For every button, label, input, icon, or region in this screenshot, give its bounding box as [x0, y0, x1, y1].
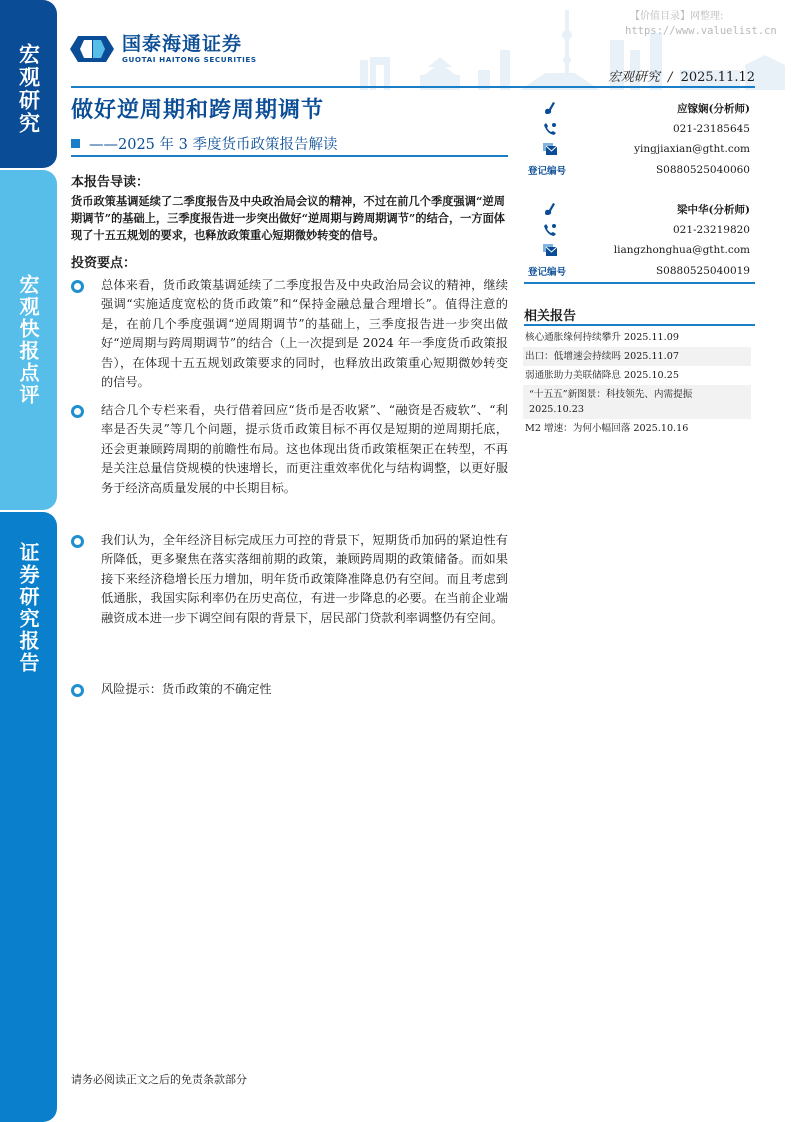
watermark-line-1: 【价值目录】网整理: [630, 11, 724, 22]
logo-english-name: GUOTAI HAITONG SECURITIES [122, 55, 257, 64]
header-divider [71, 86, 755, 88]
side-tab-label: 宏观研究 [16, 43, 41, 135]
analyst-card-1 [528, 98, 750, 180]
key-point-2 [71, 401, 508, 498]
analyst-divider [524, 282, 755, 284]
side-tab-securities-report [0, 512, 57, 1122]
subtitle-text: ——2025 年 3 季度货币政策报告解读 [89, 137, 338, 153]
intro-text: 货币政策基调延续了二季度报告及中央政治局会议的精神，不过在前几个季度强调“逆周期调节”的基础上，三季度报告进一步突出做好“逆周期与跨周期调节”的结合，一方面体现了十五五规划的要求，也释放政策重心短期微妙转变的信号。 [71, 194, 505, 242]
circle-bullet-icon [71, 280, 84, 293]
related-divider [524, 324, 755, 326]
phone-icon [540, 223, 560, 237]
key-point-3 [71, 531, 508, 628]
key-point-risk [71, 680, 508, 699]
title-divider [71, 155, 508, 157]
email-icon [540, 244, 560, 256]
analyst-pen-icon [540, 101, 560, 115]
analyst-pen-icon [540, 202, 560, 216]
header-separator: / [668, 70, 673, 85]
email-icon [540, 143, 560, 155]
key-points-heading: 投资要点： [71, 256, 137, 271]
circle-bullet-icon [71, 405, 84, 418]
related-report-item[interactable]: “十五五”新图景：科技领先、内需提振 2025.10.23 [523, 385, 751, 419]
registration-number: S0880525040019 [655, 264, 750, 277]
analyst-name: 应镓娴(分析师) [677, 102, 750, 115]
key-point-text: 结合几个专栏来看，央行借着回应“货币是否收紧”、“融资是否疲软”、“利率是否失灵”等几个问题，提示货币政策目标不再仅是短期的逆周期托底，还会更兼顾跨周期的前瞻性布局。这也体现出货币政策框架正在转型，不再是关注总量信贷规模的快速增长，而更注重效率优化与结构调整，以更好服务于经济高质量发展的中长期目标。 [101, 403, 508, 495]
phone-icon [540, 122, 560, 136]
registration-label: 登记编号 [528, 266, 567, 278]
related-reports-list [523, 328, 751, 438]
logo-mark-icon [70, 34, 114, 64]
header-category-date [608, 66, 755, 85]
analyst-name: 梁中华(分析师) [677, 203, 750, 216]
related-reports-heading: 相关报告 [524, 309, 577, 324]
header-date: 2025.11.12 [680, 70, 755, 85]
watermark-line-2: https://www.valuelist.cn [625, 25, 777, 37]
watermark [625, 10, 777, 38]
side-tab-label: 证券研究报告 [16, 542, 40, 674]
circle-bullet-icon [71, 535, 84, 548]
logo-chinese-name: 国泰海通证券 [122, 33, 243, 55]
circle-bullet-icon [71, 684, 84, 697]
registration-number: S0880525040060 [655, 163, 750, 176]
key-point-1 [71, 276, 508, 392]
key-point-text: 风险提示：货币政策的不确定性 [101, 682, 272, 696]
registration-label: 登记编号 [528, 165, 567, 177]
analyst-card-2 [528, 199, 750, 281]
analyst-email[interactable]: yingjiaxian@gtht.com [634, 143, 750, 156]
report-title: 做好逆周期和跨周期调节 [71, 97, 325, 123]
square-bullet-icon [71, 139, 80, 148]
analyst-email[interactable]: liangzhonghua@gtht.com [613, 244, 750, 257]
side-tab-macro-quick-review [0, 170, 57, 510]
related-report-item[interactable]: 出口：低增速会持续吗 2025.11.07 [523, 347, 751, 366]
related-report-item[interactable]: 核心通胀缘何持续攀升 2025.11.09 [525, 332, 679, 343]
disclaimer-note: 请务必阅读正文之后的免责条款部分 [71, 1073, 247, 1086]
side-tab-macro-research [0, 0, 57, 168]
header-category: 宏观研究 [607, 70, 660, 85]
key-point-text: 我们认为，全年经济目标完成压力可控的背景下，短期货币加码的紧迫性有所降低，更多聚焦在落实落细前期的政策，兼顾跨周期的政策储备。而如果接下来经济稳增长压力增加，明年货币政策降准降息仍有空间。而且考虑到低通胀，我国实际利率仍在历史高位，有进一步降息的必要。在当前企业端融资成本进一步下调空间有限的背景下，居民部门贷款利率调整仍有空间。 [101, 533, 508, 625]
related-report-item[interactable]: M2 增速：为何小幅回落 2025.10.16 [525, 423, 689, 434]
key-point-text: 总体来看，货币政策基调延续了二季度报告及中央政治局会议的精神，继续强调“实施适度宽松的货币政策”和“保持金融总量合理增长”。值得注意的是，在前几个季度强调“逆周期调节”的基础上，三季度报告进一步突出做好“逆周期与跨周期调节”的结合（上一次提到是 2024 年一季度货币政策报告），在体现十五五规划政策要求的同时，也释放出政策重心短期微妙转变的信号。 [101, 278, 508, 390]
company-logo [70, 33, 257, 65]
analyst-phone: 021-23219820 [672, 223, 750, 236]
report-subtitle [71, 133, 337, 154]
related-report-item[interactable]: 弱通胀助力美联储降息 2025.10.25 [525, 370, 679, 381]
side-tab-label: 宏观快报点评 [16, 274, 40, 406]
analyst-phone: 021-23185645 [672, 122, 750, 135]
intro-heading: 本报告导读： [71, 175, 150, 190]
